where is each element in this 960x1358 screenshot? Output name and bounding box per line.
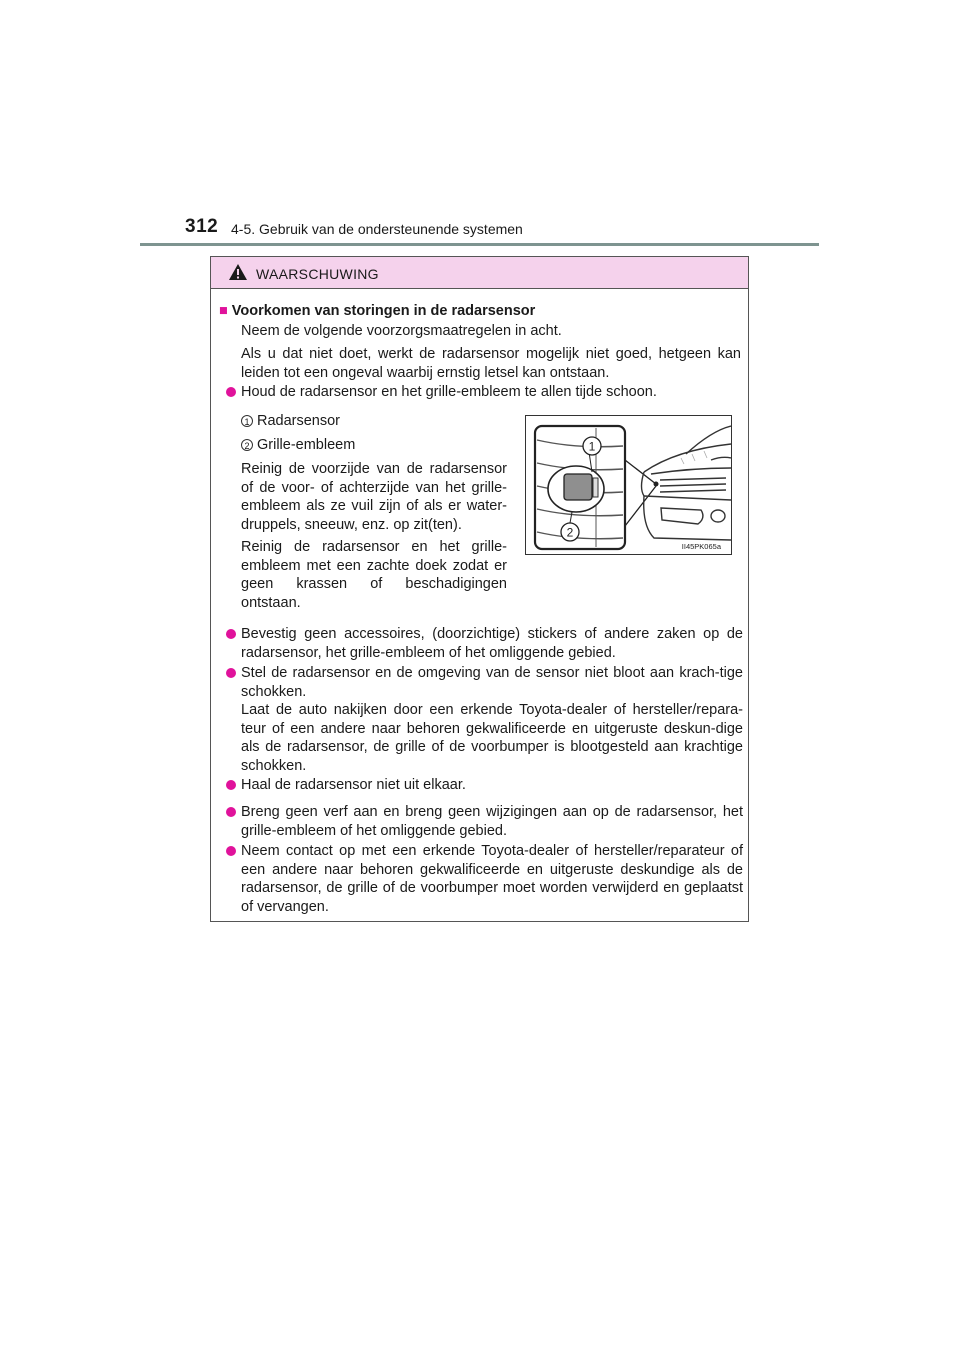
bullet-dot-icon <box>226 846 236 856</box>
bullet-text-2: Bevestig geen accessoires, (doorzichtige) stickers of andere zaken op de radarsensor, het grille-embleem of het omliggende gebied. <box>241 626 743 661</box>
bullet-dot-icon <box>226 807 236 817</box>
legend-label-1: Radarsensor <box>257 413 341 429</box>
bullet-dot-icon <box>226 780 236 790</box>
section-heading: ■ Voorkomen van storingen in de radarsensor <box>219 303 536 319</box>
bullet-dot-icon <box>226 629 236 639</box>
bullet-text-3b: Laat de auto nakijken door een erkende Toyota-dealer of hersteller/repara-teur of een andere naar behoren gekwalificeerde en uitgeruste deskun-dige als de radarsensor, de grille of de voorbumper is blootgesteld aan krachtige schokken. <box>241 702 743 774</box>
bullet-text-5: Breng geen verf aan en breng geen wijzigingen aan op de radarsensor, het grille-embleem of het omliggende gebied. <box>241 804 743 839</box>
bullet-text-1: Houd de radarsensor en het grille-embleem te allen tijde schoon. <box>241 384 657 400</box>
figure-code: II45PK065a <box>681 542 721 551</box>
warning-triangle-icon <box>228 263 248 281</box>
warning-title: WAARSCHUWING <box>256 266 379 282</box>
bullet-text-3a: Stel de radarsensor en de omgeving van de sensor niet bloot aan krach-tige schokken. <box>241 665 743 700</box>
header-rule <box>140 243 819 246</box>
warning-header <box>211 257 748 289</box>
figure-callout-1: 1 <box>588 439 596 454</box>
car-front-illustration <box>526 416 731 554</box>
radar-sensor-figure <box>525 415 732 555</box>
warning-box <box>210 256 749 922</box>
bullet-text-6: Neem contact op met een erkende Toyota-dealer of hersteller/reparateur of een andere naar behoren gekwalificeerde en uitgeruste deskundige als de radarsensor, de grille of de voorbumper moet worden verwijderd en geplaatst of vervangen. <box>241 843 743 915</box>
cleaning-text-1: Reinig de voorzijde van de radarsensor of de voor- of achterzijde van het grille-embleem als ze vuil zijn of als er water-druppels, sneeuw, enz. op zit(ten). <box>241 461 507 533</box>
intro-text-2: Als u dat niet doet, werkt de radarsensor mogelijk niet goed, hetgeen kan leiden tot een ongeval waarbij ernstig letsel kan ontstaan. <box>241 346 741 381</box>
page-number: 312 <box>185 216 219 237</box>
legend-number-2: 2 <box>241 439 253 451</box>
intro-text-1: Neem de volgende voorzorgsmaatregelen in acht. <box>241 323 562 339</box>
legend-label-2: Grille-embleem <box>257 437 356 453</box>
cleaning-text-2: Reinig de radarsensor en het grille-embleem met een zachte doek zodat er geen krassen of beschadigingen ontstaan. <box>241 539 507 611</box>
bullet-dot-icon <box>226 387 236 397</box>
figure-callout-2: 2 <box>566 525 574 540</box>
section-title: 4-5. Gebruik van de ondersteunende systemen <box>231 221 523 237</box>
legend-number-1: 1 <box>241 415 253 427</box>
bullet-text-4: Haal de radarsensor niet uit elkaar. <box>241 777 466 793</box>
bullet-dot-icon <box>226 668 236 678</box>
square-bullet-icon: ■ <box>219 303 228 319</box>
